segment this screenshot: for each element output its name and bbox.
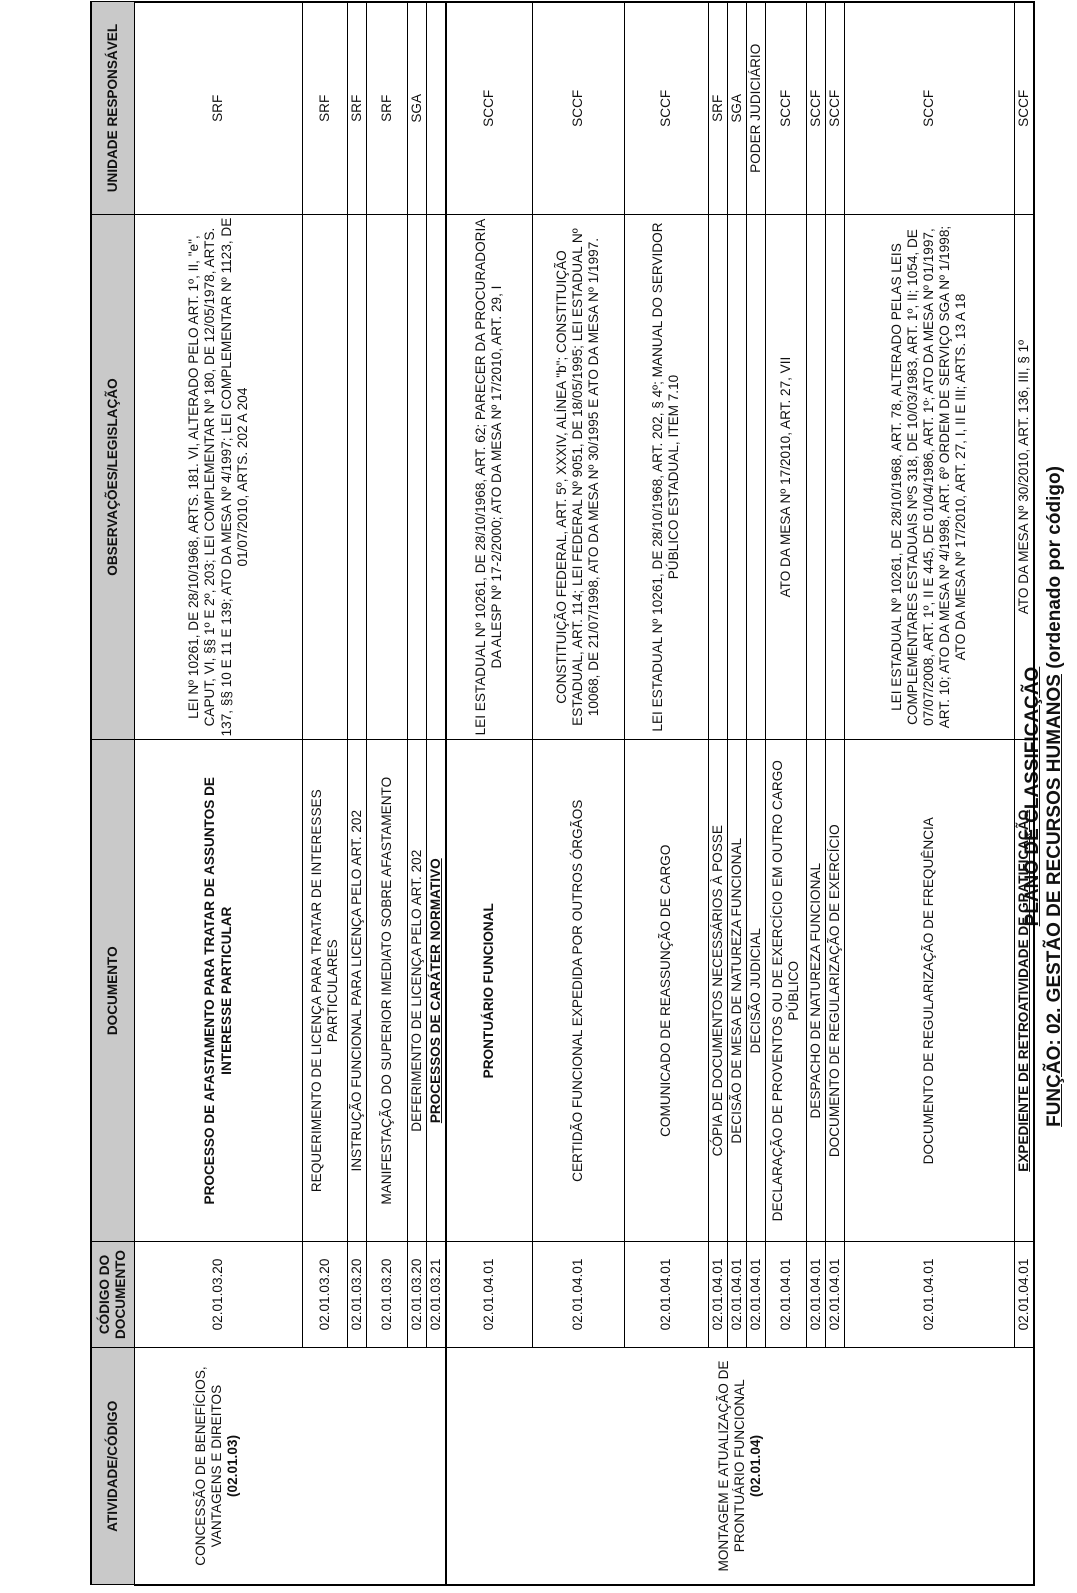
activity-group (135, 1348, 447, 1586)
doc-name: DECLARAÇÃO DE PROVENTOS OU DE EXERCÍCIO EM OUTRO CARGO PÚBLICO (765, 740, 806, 1242)
doc-unit: SRF (135, 2, 303, 214)
doc-obs: ATO DA MESA Nº 17/2010, ART. 27, VII (765, 214, 806, 740)
doc-obs (746, 214, 765, 740)
doc-unit (427, 2, 447, 214)
doc-unit: SRF (303, 2, 348, 214)
doc-obs (825, 214, 844, 740)
doc-name: DECISÃO DE MESA DE NATUREZA FUNCIONAL (727, 740, 746, 1242)
doc-name: INSTRUÇÃO FUNCIONAL PARA LICENÇA PELO ART. 202 (348, 740, 367, 1242)
activity-code: (02.01.04) (747, 1435, 763, 1497)
doc-obs: LEI ESTADUAL Nº 10261, DE 28/10/1968, ART. 62; PARECER DA PROCURADORIA DA ALESP Nº 17-2/2000; ATO DA MESA Nº 17/2010, ART. 29, I (446, 214, 532, 740)
doc-unit: SCCF (532, 2, 624, 214)
page-subtitle (1044, 0, 1066, 1593)
subtitle-order: (ordenado por código) (1044, 466, 1065, 675)
doc-code: 02.01.03.21 (427, 1241, 447, 1347)
doc-name: CERTIDÃO FUNCIONAL EXPEDIDA POR OUTROS ÓRGÃOS (532, 740, 624, 1242)
header-unidade: UNIDADE RESPONSÁVEL (91, 2, 135, 214)
doc-code: 02.01.03.20 (348, 1241, 367, 1347)
doc-unit: PODER JUDICIÁRIO (746, 2, 765, 214)
doc-name: MANIFESTAÇÃO DO SUPERIOR IMEDIATO SOBRE AFASTAMENTO (367, 740, 408, 1242)
doc-obs (427, 214, 447, 740)
doc-unit: SCCF (446, 2, 532, 214)
doc-code: 02.01.04.01 (825, 1241, 844, 1347)
doc-unit: SCCF (844, 2, 1014, 214)
doc-code: 02.01.03.20 (408, 1241, 427, 1347)
subtitle-function: FUNÇÃO: 02. GESTÃO DE RECURSOS HUMANOS (1044, 674, 1065, 1127)
doc-name: CÓPIA DE DOCUMENTOS NECESSÁRIOS À POSSE (708, 740, 727, 1242)
doc-code: 02.01.04.01 (708, 1241, 727, 1347)
doc-code: 02.01.04.01 (727, 1241, 746, 1347)
doc-unit: SCCF (1014, 2, 1034, 214)
doc-unit: SCCF (765, 2, 806, 214)
doc-obs (303, 214, 348, 740)
activity-label: CONCESSÃO DE BENEFÍCIOS, VANTAGENS E DIREITOS (193, 1366, 225, 1566)
doc-name: DESPACHO DE NATUREZA FUNCIONAL (806, 740, 825, 1242)
classification-table (90, 1, 1035, 1586)
doc-obs (727, 214, 746, 740)
header-codigo: CÓDIGO DO DOCUMENTO (91, 1241, 135, 1347)
header-documento: DOCUMENTO (91, 740, 135, 1242)
doc-obs: ATO DA MESA Nº 30/2010, ART. 136, III, § 1º (1014, 214, 1034, 740)
activity-group (446, 1348, 1034, 1586)
doc-name: REQUERIMENTO DE LICENÇA PARA TRATAR DE INTERESSES PARTICULARES (303, 740, 348, 1242)
doc-unit: SCCF (624, 2, 708, 214)
doc-name: DECISÃO JUDICIAL (746, 740, 765, 1242)
doc-name: PROCESSO DE AFASTAMENTO PARA TRATAR DE ASSUNTOS DE INTERESSE PARTICULAR (135, 740, 303, 1242)
doc-obs (408, 214, 427, 740)
doc-obs (367, 214, 408, 740)
doc-code: 02.01.04.01 (446, 1241, 532, 1347)
header-observacoes: OBSERVAÇÕES/LEGISLAÇÃO (91, 214, 135, 740)
doc-code: 02.01.04.01 (746, 1241, 765, 1347)
doc-code: 02.01.03.20 (303, 1241, 348, 1347)
doc-name: EXPEDIENTE DE RETROATIVIDADE DE GRATIFICAÇÃO (1014, 740, 1034, 1242)
doc-unit: SRF (367, 2, 408, 214)
activity-label: MONTAGEM E ATUALIZAÇÃO DE PRONTUÁRIO FUNCIONAL (715, 1360, 747, 1572)
doc-obs: LEI Nº 10261, DE 28/10/1968, ARTS. 181. VI, ALTERADO PELO ART. 1º, II, "e", CAPUT, VI, §§ 1º E 2º, 203; LEI COMPLEMENTAR Nº 180, DE 12/05/1978, ARTS. 137, §§ 10 E 11 E 139; ATO DA MESA Nº 4/1997; LEI COMPLEMENTAR Nº 1123, DE 01/07/2010, ARTS. 202 A 204 (135, 214, 303, 740)
doc-code: 02.01.04.01 (1014, 1241, 1034, 1347)
doc-unit: SRF (708, 2, 727, 214)
doc-obs: CONSTITUIÇÃO FEDERAL, ART. 5º, XXXIV, ALÍNEA "b"; CONSTITUIÇÃO ESTADUAL, ART. 114; LEI FEDERAL Nº 9051, DE 18/05/1995; LEI ESTADUAL Nº 10068, DE 21/07/1998, ATO DA MESA Nº 30/1995 E ATO DA MESA Nº 1/1997. (532, 214, 624, 740)
doc-obs (348, 214, 367, 740)
doc-obs (708, 214, 727, 740)
doc-code: 02.01.04.01 (806, 1241, 825, 1347)
doc-name: DOCUMENTO DE REGULARIZAÇÃO DE FREQUÊNCIA (844, 740, 1014, 1242)
doc-code: 02.01.04.01 (532, 1241, 624, 1347)
doc-unit: SGA (408, 2, 427, 214)
header-atividade: ATIVIDADE/CÓDIGO (91, 1348, 135, 1586)
doc-unit: SCCF (806, 2, 825, 214)
doc-name: PRONTUÁRIO FUNCIONAL (446, 740, 532, 1242)
doc-code: 02.01.03.20 (135, 1241, 303, 1347)
table-header-row (91, 2, 135, 1585)
doc-unit: SRF (348, 2, 367, 214)
doc-name: DOCUMENTO DE REGULARIZAÇÃO DE EXERCÍCIO (825, 740, 844, 1242)
doc-unit: SCCF (825, 2, 844, 214)
doc-code: 02.01.04.01 (765, 1241, 806, 1347)
doc-obs: LEI ESTADUAL Nº 10261, DE 28/10/1968, ART. 78, ALTERADO PELAS LEIS COMPLEMENTARES ESTADUAIS NºS 318, DE 10/03/1983, ART. 1º, II; 1054, DE 07/07/2008, ART. 1º, II E 445, DE 01/04/1986, ART. 1º; ATO DA MESA Nº 01/1997, ART. 10; ATO DA MESA Nº 4/1998, ART. 6º ORDEM DE SERVIÇO SGA Nº 1/1998; ATO DA MESA Nº 17/2010, ART. 27, I, II E III; ARTS. 13 A 18 (844, 214, 1014, 740)
table-row (135, 2, 303, 1585)
doc-name: PROCESSOS DE CARÁTER NORMATIVO (427, 740, 447, 1242)
activity-code: (02.01.03) (225, 1435, 241, 1497)
page-title: PLANO DE CLASSIFICAÇÃO (1022, 666, 1043, 927)
doc-name: DEFERIMENTO DE LICENÇA PELO ART. 202 (408, 740, 427, 1242)
table-row (446, 2, 532, 1585)
doc-code: 02.01.03.20 (367, 1241, 408, 1347)
doc-unit: SGA (727, 2, 746, 214)
doc-name: COMUNICADO DE REASSUNÇÃO DE CARGO (624, 740, 708, 1242)
doc-code: 02.01.04.01 (624, 1241, 708, 1347)
doc-obs: LEI ESTADUAL Nº 10261, DE 28/10/1968, ART. 202, § 4º; MANUAL DO SERVIDOR PÚBLICO ESTADUAL, ITEM 7.10 (624, 214, 708, 740)
doc-code: 02.01.04.01 (844, 1241, 1014, 1347)
doc-obs (806, 214, 825, 740)
